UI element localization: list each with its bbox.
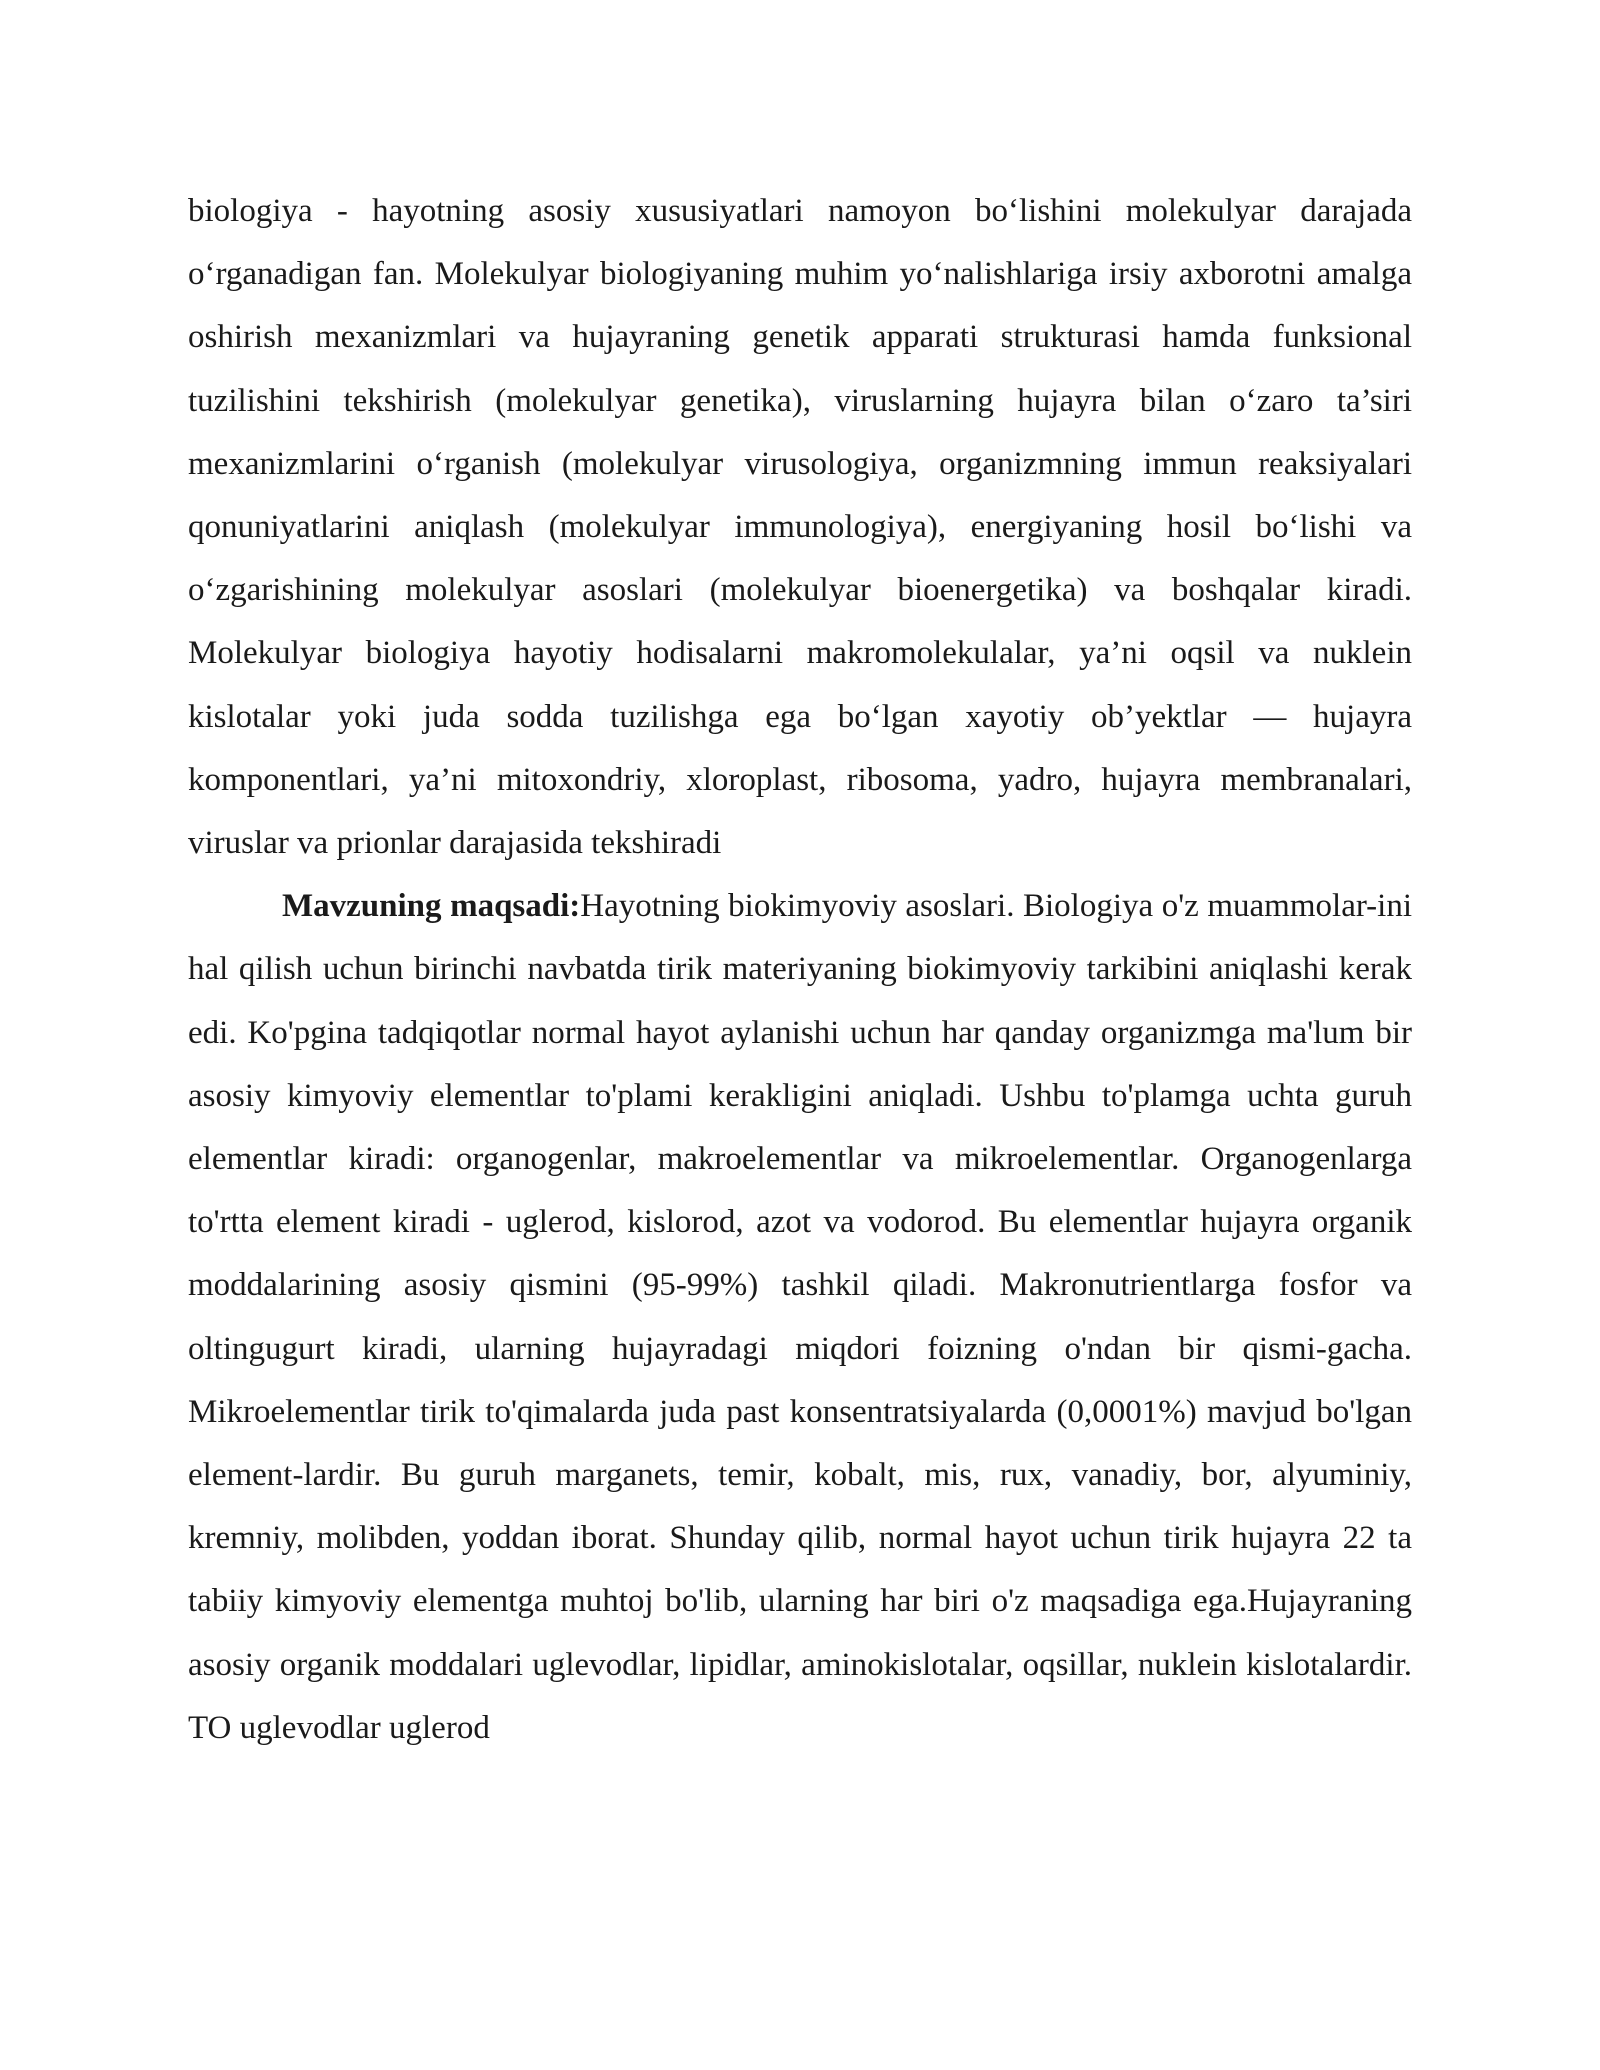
document-body (188, 180, 1412, 1760)
topic-goal-text: Hayotning biokimyoviy asoslari. Biologiya o'z muammolar-ini hal qilish uchun birinchi navbatda tirik materiyaning biokimyoviy tarkibini aniqlashi kerak edi. Ko'pgina tadqiqotlar normal hayot aylanishi uchun har qanday organizmga ma'lum bir asosiy kimyoviy elementlar to'plami kerakligini aniqladi. Ushbu to'plamga uchta guruh elementlar kiradi: organogenlar, makroelementlar va mikroelementlar. Organogenlarga to'rtta element kiradi - uglerod, kislorod, azot va vodorod. Bu elementlar hujayra organik moddalarining asosiy qismini (95-99%) tashkil qiladi. Makronutrientlarga fosfor va oltingugurt kiradi, ularning hujayradagi miqdori foizning o'ndan bir qismi-gacha. Mikroelementlar tirik to'qimalarda juda past konsentratsiyalarda (0,0001%) mavjud bo'lgan element-lardir. Bu guruh marganets, temir, kobalt, mis, rux, vanadiy, bor, alyuminiy, kremniy, molibden, yoddan iborat. Shunday qilib, normal hayot uchun tirik hujayra 22 ta tabiiy kimyoviy elementga muhtoj bo'lib, ularning har biri o'z maqsadiga ega.Hujayraning asosiy organik moddalari uglevodlar, lipidlar, aminokislotalar, oqsillar, nuklein kislotalardir. TO uglevodlar uglerod (188, 888, 1412, 1746)
topic-goal-label: Mavzuning maqsadi: (282, 888, 581, 925)
paragraph-topic-goal (188, 875, 1412, 1760)
paragraph-molecular-biology: biologiya - hayotning asosiy xususiyatlari namoyon bo‘lishini molekulyar darajada o‘rganadigan fan. Molekulyar biologiyaning muhim yo‘nalishlariga irsiy axborotni amalga oshirish mexanizmlari va hujayraning genetik apparati strukturasi hamda funksional tuzilishini tekshirish (molekulyar genetika), viruslarning hujayra bilan o‘zaro ta’siri mexanizmlarini o‘rganish (molekulyar virusologiya, organizmning immun reaksiyalari qonuniyatlarini aniqlash (molekulyar immunologiya), energiyaning hosil bo‘lishi va o‘zgarishining molekulyar asoslari (molekulyar bioenergetika) va boshqalar kiradi. Molekulyar biologiya hayotiy hodisalarni makromolekulalar, ya’ni oqsil va nuklein kislotalar yoki juda sodda tuzilishga ega bo‘lgan xayotiy ob’yektlar — hujayra komponentlari, ya’ni mitoxondriy, xloroplast, ribosoma, yadro, hujayra membranalari, viruslar va prionlar darajasida tekshiradi (188, 193, 1412, 862)
